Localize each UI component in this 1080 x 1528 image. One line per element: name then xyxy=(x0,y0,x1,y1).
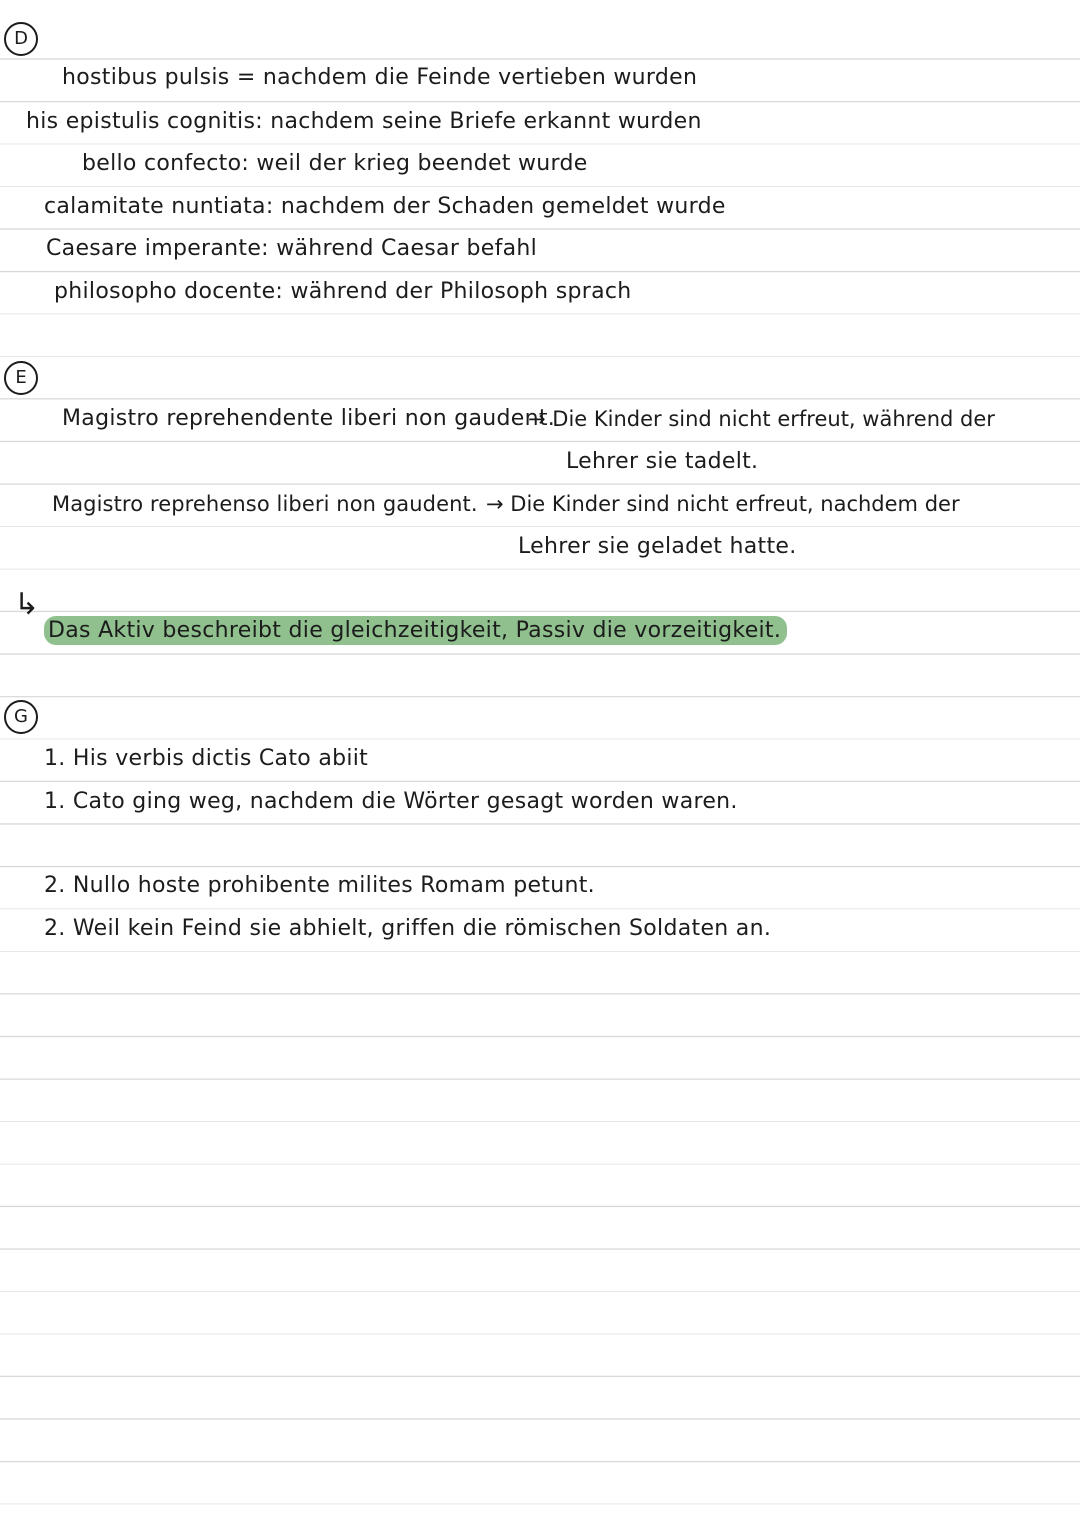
section-d-line-6: philosopho docente: während der Philosoph sprach xyxy=(54,279,632,304)
section-e-example-2-latin: Magistro reprehenso liberi non gaudent. xyxy=(52,492,478,516)
section-e-example-1-latin: Magistro reprehendente liberi non gaudent. xyxy=(62,406,556,431)
section-e-marker: E xyxy=(4,361,38,395)
section-d-line-5: Caesare imperante: während Caesar befahl xyxy=(46,236,538,261)
section-d-line-1: hostibus pulsis = nachdem die Feinde vertieben wurden xyxy=(62,65,698,90)
section-g-latin-1: 1. His verbis dictis Cato abiit xyxy=(44,746,369,771)
section-e-example-1-translation-cont: Lehrer sie tadelt. xyxy=(566,449,759,474)
section-d-line-2: his epistulis cognitis: nachdem seine Briefe erkannt wurden xyxy=(26,109,702,134)
section-e-example-2-translation: → Die Kinder sind nicht erfreut, nachdem der xyxy=(486,492,960,516)
conclusion-highlight: Das Aktiv beschreibt die gleichzeitigkeit, Passiv die vorzeitigkeit. xyxy=(44,616,787,645)
section-d-line-3: bello confecto: weil der krieg beendet wurde xyxy=(82,151,588,176)
section-g-latin-2: 2. Nullo hoste prohibente milites Romam petunt. xyxy=(44,873,595,898)
section-d-line-4: calamitate nuntiata: nachdem der Schaden gemeldet wurde xyxy=(44,194,726,219)
conclusion-line xyxy=(44,617,787,645)
section-e-example-2-translation-cont: Lehrer sie geladet hatte. xyxy=(518,534,797,559)
section-g-marker: G xyxy=(4,700,38,734)
section-e-example-1-translation: → Die Kinder sind nicht erfreut, während der xyxy=(528,407,995,431)
section-g-translation-1: 1. Cato ging weg, nachdem die Wörter gesagt worden waren. xyxy=(44,789,738,814)
curved-arrow-icon: ↳ xyxy=(14,587,40,622)
section-g-translation-2: 2. Weil kein Feind sie abhielt, griffen die römischen Soldaten an. xyxy=(44,916,772,941)
section-d-marker: D xyxy=(4,22,38,56)
